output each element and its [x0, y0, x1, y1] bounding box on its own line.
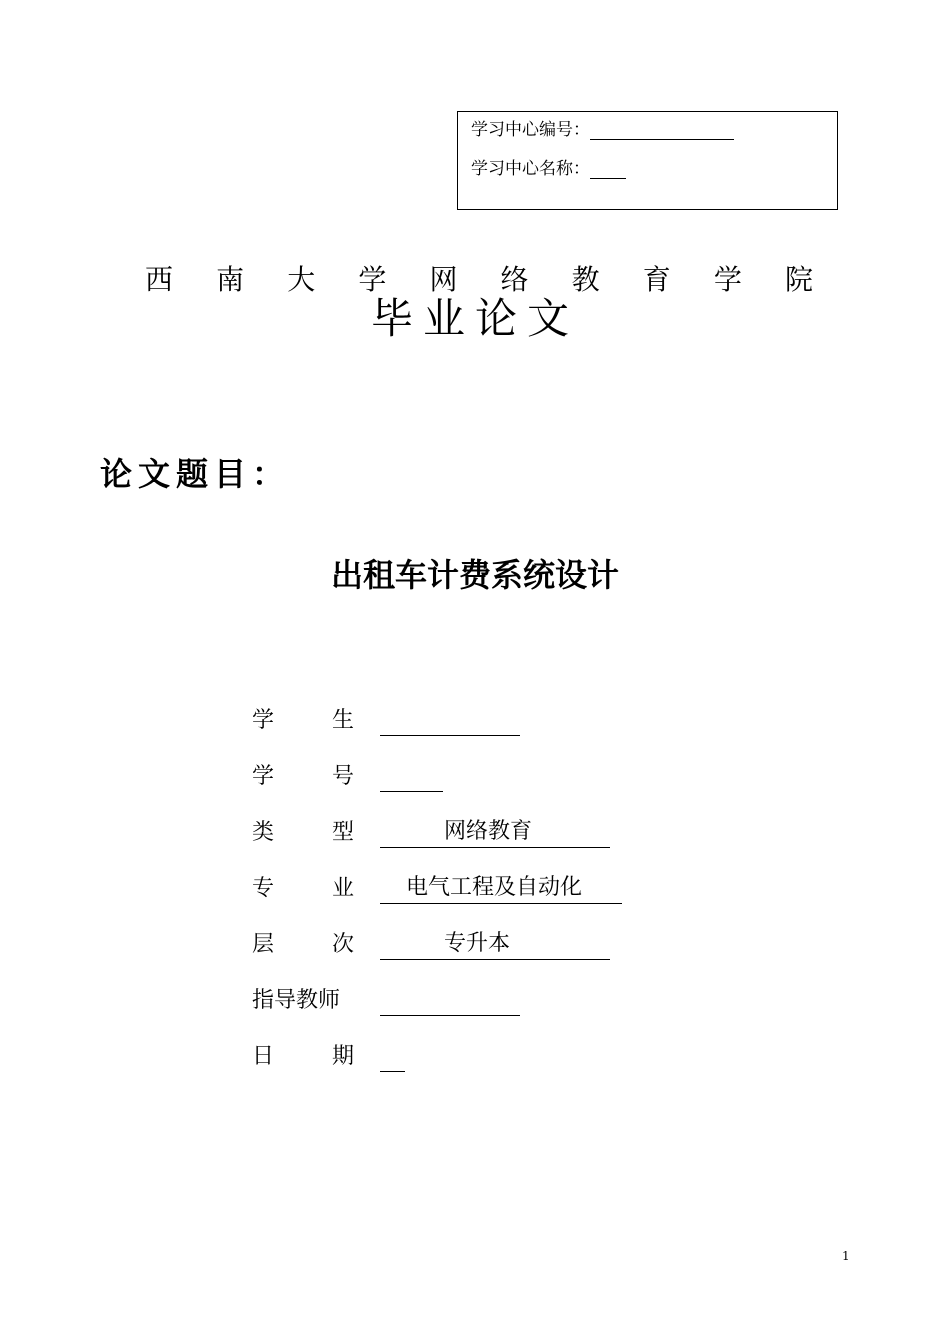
student-label: 学 生	[252, 708, 354, 733]
type-label: 类 型	[252, 820, 354, 845]
center-name-blank[interactable]	[590, 160, 626, 179]
learning-center-info-box	[457, 111, 838, 210]
center-number-blank[interactable]	[590, 121, 734, 140]
advisor-input[interactable]	[380, 985, 520, 1016]
school-char: 学	[713, 263, 742, 296]
center-name-row	[471, 159, 626, 179]
school-char: 大	[287, 263, 316, 296]
school-char: 育	[642, 263, 671, 296]
school-char: 院	[784, 263, 813, 296]
student-id-input[interactable]	[380, 761, 443, 792]
major-input[interactable]: 电气工程及自动化	[380, 873, 622, 904]
student-id-label: 学 号	[252, 764, 354, 789]
school-char: 教	[571, 263, 600, 296]
date-label: 日 期	[252, 1044, 354, 1069]
page-number: 1	[842, 1249, 850, 1263]
student-input[interactable]	[380, 705, 520, 736]
type-input[interactable]: 网络教育	[380, 817, 610, 848]
school-char: 南	[216, 263, 245, 296]
school-char: 网	[429, 263, 458, 296]
center-name-label: 学习中心名称：	[471, 159, 590, 179]
thesis-title: 出租车计费系统设计	[330, 556, 619, 594]
center-number-label: 学习中心编号：	[471, 120, 590, 140]
major-label: 专 业	[252, 876, 354, 901]
school-char: 学	[358, 263, 387, 296]
advisor-label: 指导教师	[252, 988, 341, 1013]
thesis-topic-label: 论文题目：	[100, 455, 291, 493]
center-number-row	[471, 120, 734, 140]
level-input[interactable]: 专升本	[380, 929, 610, 960]
date-input[interactable]	[380, 1041, 405, 1072]
school-char: 络	[500, 263, 529, 296]
document-type-title: 毕业论文	[370, 294, 579, 343]
school-char: 西	[145, 263, 174, 296]
level-label: 层 次	[252, 932, 354, 957]
